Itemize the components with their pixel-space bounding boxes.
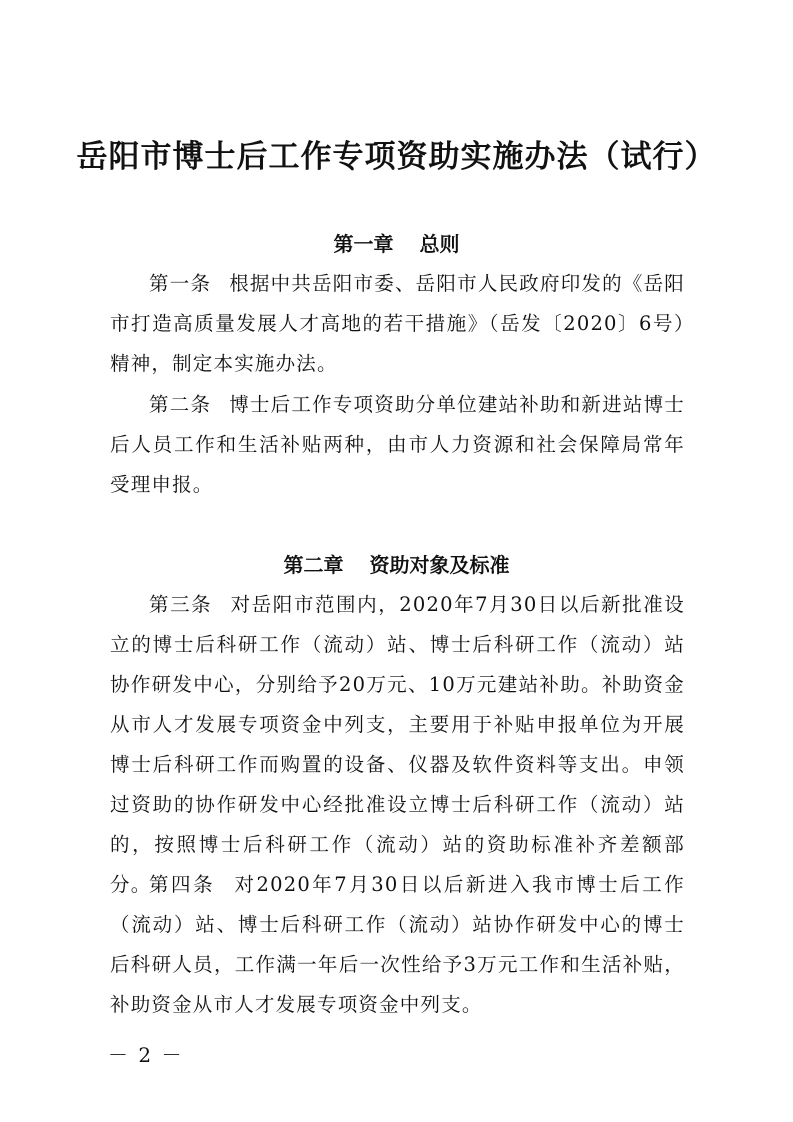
article-2 (110, 385, 685, 505)
article-4 (110, 865, 685, 1025)
article-number: 第二条 (149, 393, 212, 416)
article-text: 对2020年7月30日以后新进入我市博士后工作（流动）站、博士后科研工作（流动）站协作研发中心的博士后科研人员，工作满一年后一次性给予3万元工作和生活补贴，补助资金从市人才发展专项资金中列支。 (110, 873, 685, 1016)
article-number: 第三条 (149, 593, 213, 616)
page-number: － 2 － (108, 1043, 184, 1067)
article-number: 第一条 (149, 272, 212, 295)
document-title: 岳阳市博士后工作专项资助实施办法（试行） (76, 139, 717, 175)
article-text: 博士后工作专项资助分单位建站补助和新进站博士后人员工作和生活补贴两种，由市人力资源和社会保障局常年受理申报。 (110, 393, 685, 496)
chapter-name: 资助对象及标准 (369, 553, 510, 577)
chapter-name: 总则 (419, 232, 460, 256)
chapter-number: 第二章 (283, 553, 344, 577)
chapter-heading-1 (0, 229, 793, 259)
chapter-number: 第一章 (333, 232, 394, 256)
article-1 (110, 264, 685, 384)
article-3 (110, 585, 685, 905)
article-text: 根据中共岳阳市委、岳阳市人民政府印发的《岳阳市打造高质量发展人才高地的若干措施》（岳发〔2020〕6号）精神，制定本实施办法。 (110, 272, 685, 375)
article-text: 对岳阳市范围内，2020年7月30日以后新批准设立的博士后科研工作（流动）站、博士后科研工作（流动）站协作研发中心，分别给予20万元、10万元建站补助。补助资金从市人才发展专项资金中列支，主要用于补贴申报单位为开展博士后科研工作而购置的设备、仪器及软件资料等支出。申领过资助的协作研发中心经批准设立博士后科研工作（流动）站的，按照博士后科研工作（流动）站的资助标准补齐差额部分。 (110, 593, 685, 896)
article-number: 第四条 (149, 873, 216, 896)
chapter-heading-2 (0, 550, 793, 580)
